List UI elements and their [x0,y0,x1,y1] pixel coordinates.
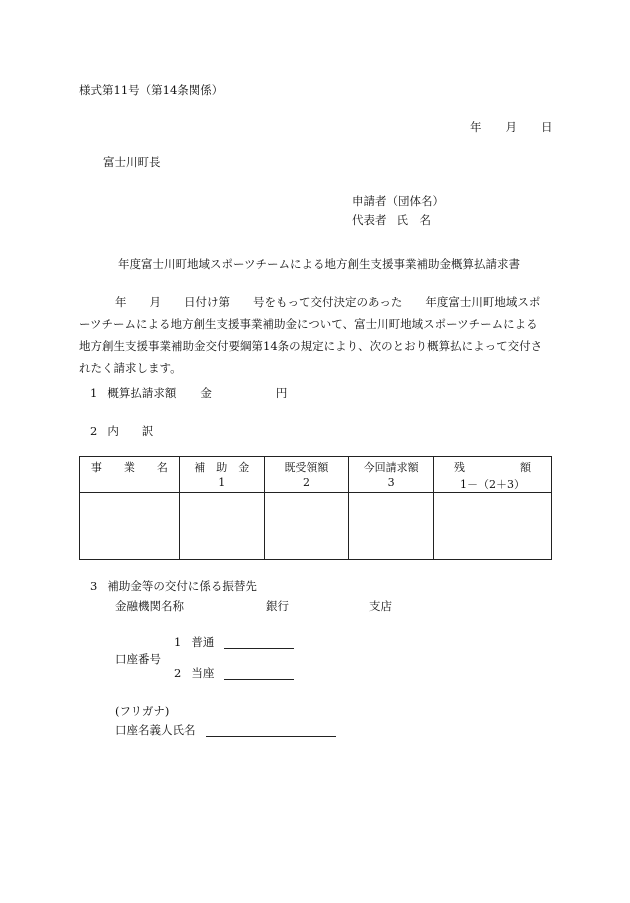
account-option-2: 2 当座 [174,666,215,680]
breakdown-table [79,456,552,560]
cell-current-request[interactable] [349,493,434,560]
table-header-row [80,457,552,493]
cell-subsidy[interactable] [179,493,264,560]
date-line [470,119,553,135]
body-paragraph [79,291,554,379]
bank-suffix: 銀行 [266,599,289,613]
account-number-blank-2[interactable] [224,679,294,680]
cell-project-name[interactable] [80,493,180,560]
account-number-label: 口座番号 [115,652,161,666]
representative-name-label: 氏 名 [396,213,431,227]
section-2-number: 2 [90,424,98,438]
section-1-label: 概算払請求額 [107,386,177,400]
form-label: 様式第11号（第14条関係） [79,83,224,97]
header-balance: 残 額 1－（2＋3） [433,457,551,493]
branch-suffix: 支店 [369,599,392,613]
section-2 [90,423,153,439]
date-day: 日 [541,120,553,134]
header-current-request: 今回請求額 3 [349,457,434,493]
header-project-name: 事 業 名 [80,457,180,493]
account-option-1: 1 普通 [174,635,215,649]
date-month: 月 [505,120,517,134]
table-row [80,493,552,560]
furigana-label: (フリガナ) [115,704,170,718]
account-holder-label: 口座名義人氏名 [115,723,196,737]
section-3 [90,578,257,594]
document-title: 年度富士川町地域スポーツチームによる地方創生支援事業補助金概算払請求書 [118,257,521,271]
applicant-label: 申請者（団体名） [352,194,444,208]
section-1-number: 1 [90,386,98,400]
section-2-label: 内 訳 [107,424,154,438]
section-3-label: 補助金等の交付に係る振替先 [107,579,257,593]
section-1 [90,385,287,401]
date-year: 年 [470,120,482,134]
amount-unit: 円 [275,386,288,400]
option-futsu-label: 普通 [191,635,215,649]
header-subsidy: 補 助 金 1 [179,457,264,493]
section-3-number: 3 [90,579,98,593]
option-toza-label: 当座 [191,666,215,680]
body-line-2: ーツチームによる地方創生支援事業補助金について、富士川町地域スポーツチームによる [79,317,538,331]
representative-label: 代表者 [352,213,387,227]
body-line-3: 地方創生支援事業補助金交付要綱第14条の規定により、次のとおり概算払によって交付さ [79,339,543,353]
account-number-blank-1[interactable] [224,648,294,649]
bank-label: 金融機関名称 [115,599,184,613]
body-line-4: れたく請求します。 [79,361,182,375]
body-line-1: 年 月 日付け第 号をもって交付決定のあった 年度富士川町地域スポ [115,295,541,309]
header-received: 既受領額 2 [264,457,349,493]
bank-line [115,598,392,614]
account-holder-blank[interactable] [206,736,336,737]
cell-balance[interactable] [433,493,551,560]
addressee: 富士川町長 [103,155,161,169]
representative-line [352,212,431,228]
cell-received[interactable] [264,493,349,560]
amount-prefix: 金 [200,386,212,400]
